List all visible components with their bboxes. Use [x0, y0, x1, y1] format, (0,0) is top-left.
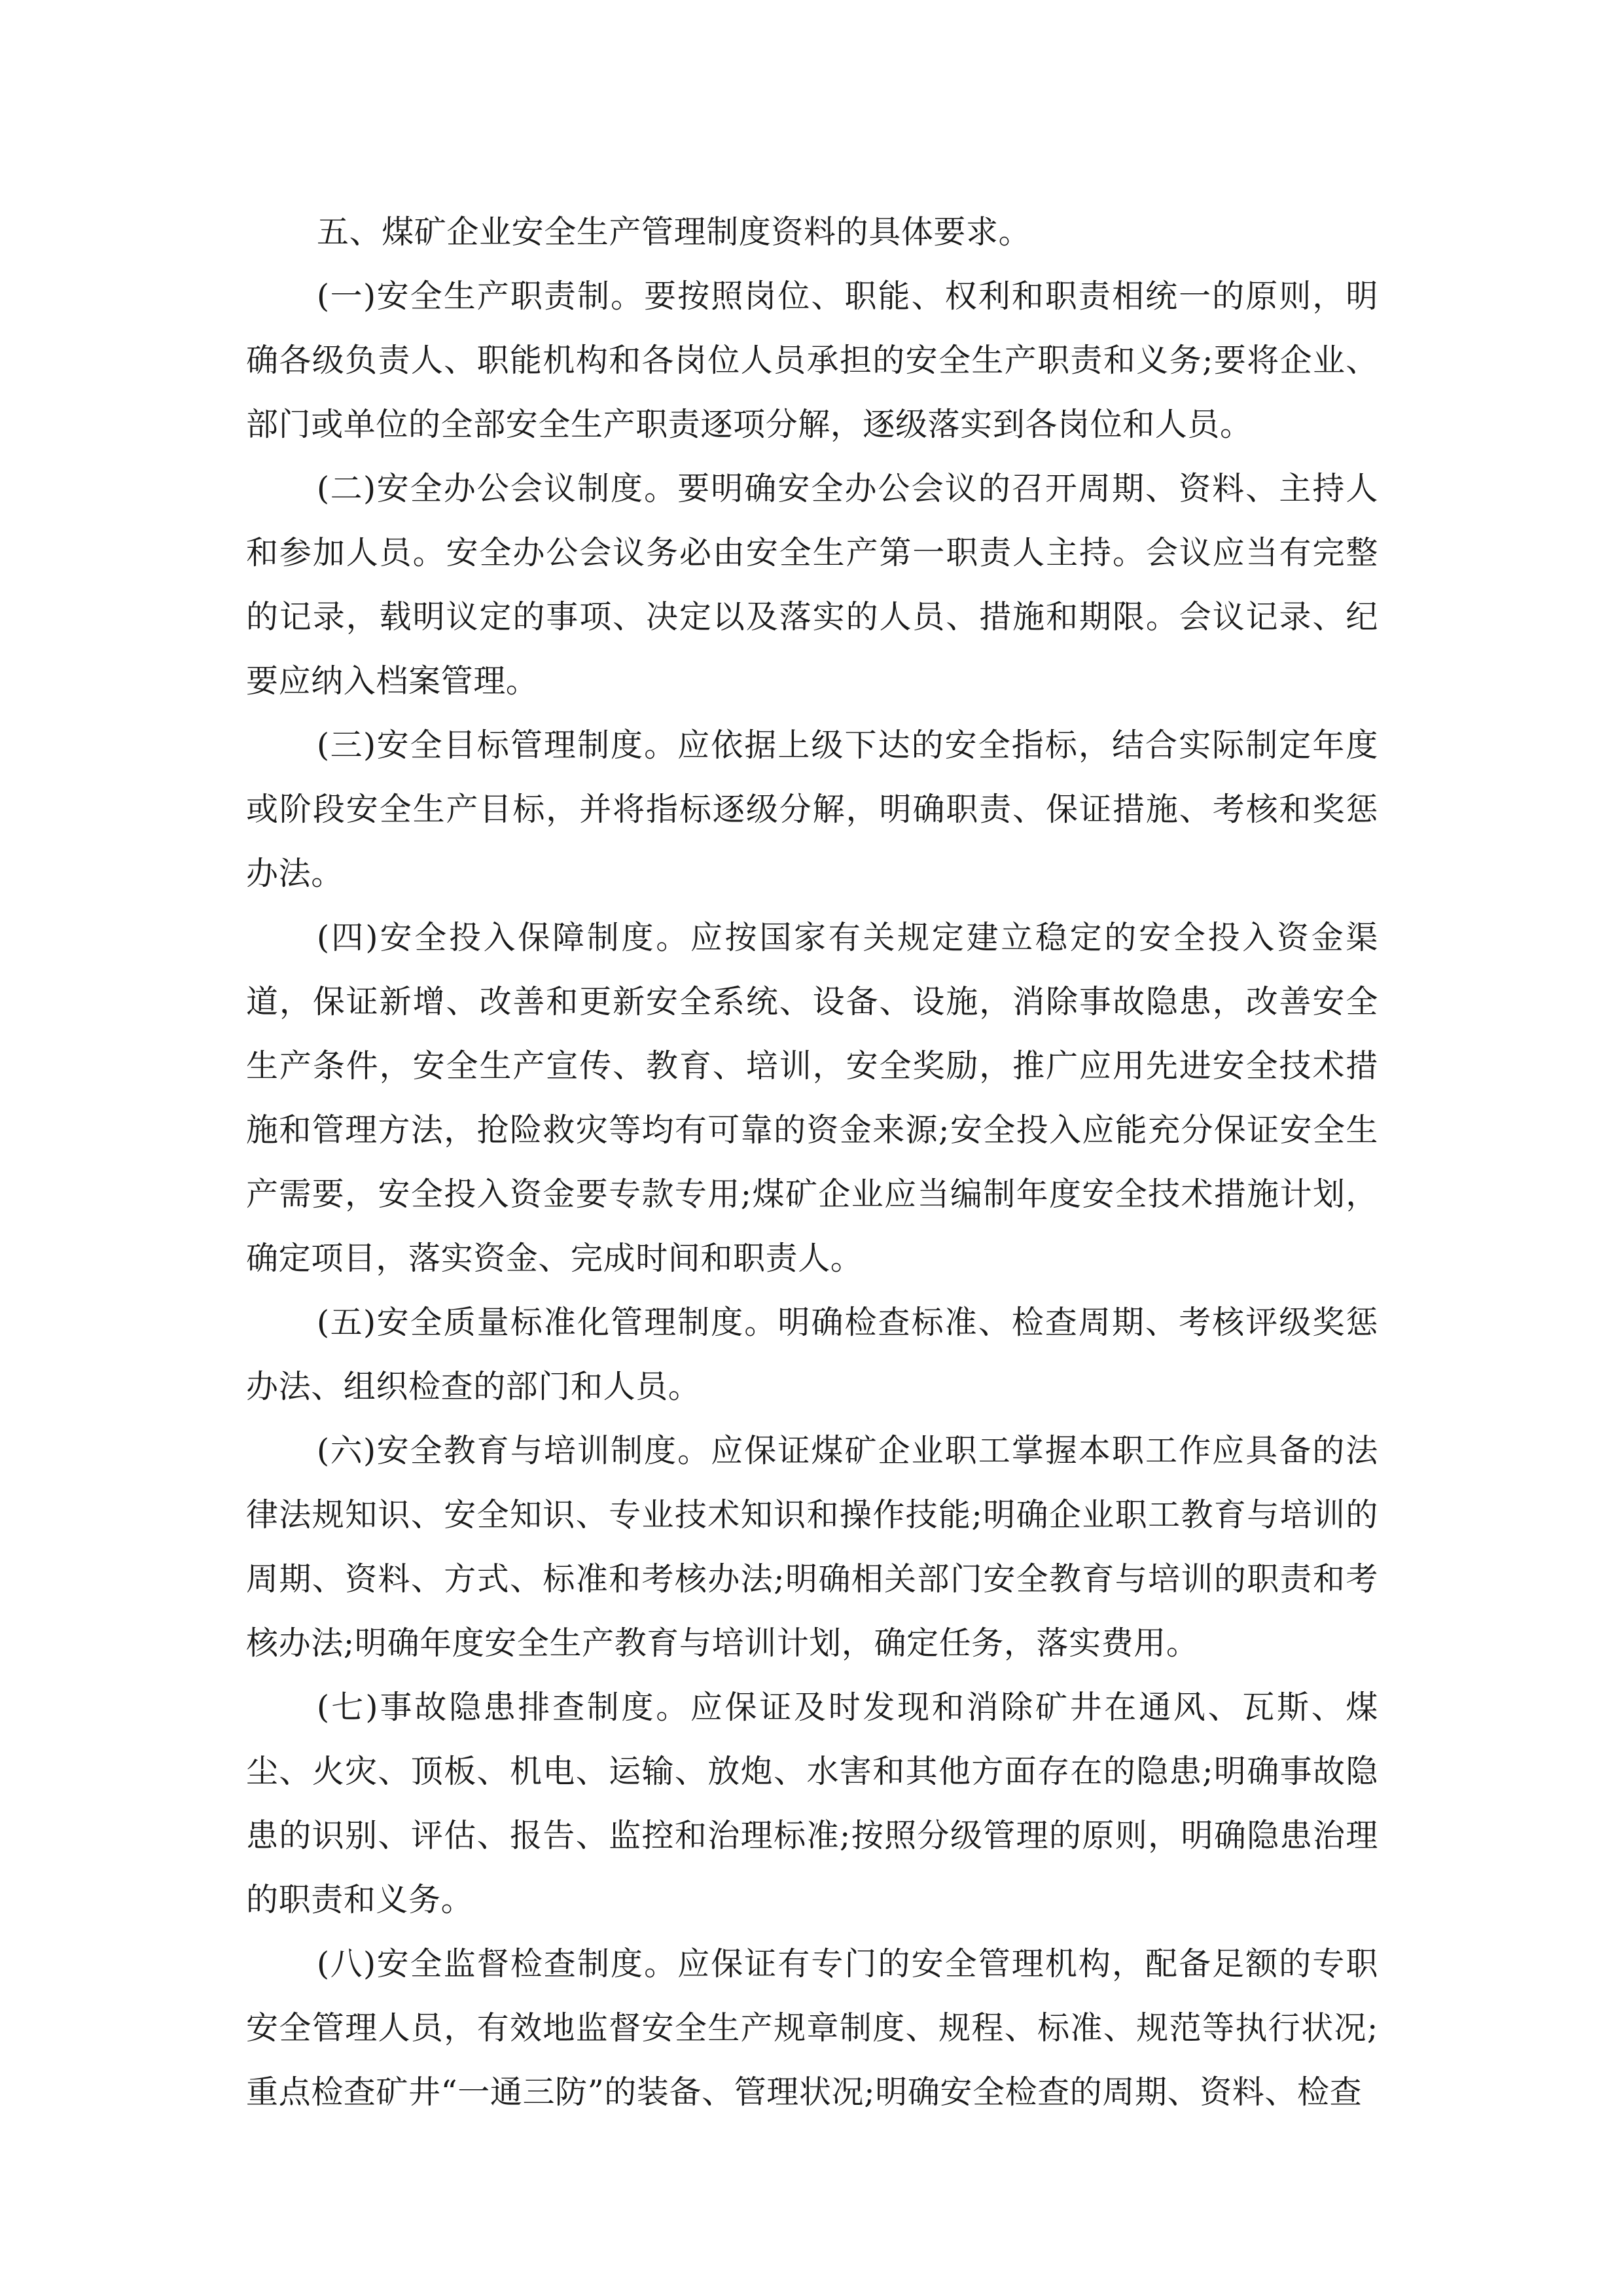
paragraph-5 [246, 1291, 1378, 1419]
paragraph-7 [246, 1676, 1378, 1932]
section-heading: 五、煤矿企业安全生产管理制度资料的具体要求。 [317, 213, 1031, 251]
paragraph-4 [246, 906, 1378, 1291]
paragraph-3 [246, 713, 1378, 906]
paragraph-text: 安全监督检查制度。应保证有专门的安全管理机构，配备足额的专职安全管理人员，有效地监督安全生产规章制度、规程、标准、规范等执行状况;重点检查矿井“一通三防”的装备、管理状况;明确安全检查的周期、资料、检查 [246, 1945, 1378, 2111]
paragraph-text: 安全目标管理制度。应依据上级下达的安全指标，结合实际制定年度或阶段安全生产目标，并将指标逐级分解，明确职责、保证措施、考核和奖惩办法。 [246, 726, 1378, 892]
paragraph-text: 安全教育与培训制度。应保证煤矿企业职工掌握本职工作应具备的法律法规知识、安全知识、专业技术知识和操作技能;明确企业职工教育与培训的周期、资料、方式、标准和考核办法;明确相关部门安全教育与培训的职责和考核办法;明确年度安全生产教育与培训计划，确定任务，落实费用。 [246, 1432, 1378, 1662]
paragraph-number: (一) [317, 278, 376, 315]
paragraph-text: 安全生产职责制。要按照岗位、职能、权利和职责相统一的原则，明确各级负责人、职能机构和各岗位人员承担的安全生产职责和义务;要将企业、部门或单位的全部安全生产职责逐项分解，逐级落实到各岗位和人员。 [246, 278, 1378, 443]
paragraph-number: (七) [317, 1689, 378, 1726]
paragraph-number: (五) [317, 1304, 376, 1341]
paragraph-number: (二) [317, 470, 376, 507]
paragraph-1 [246, 264, 1378, 457]
document-body [246, 200, 1378, 2125]
paragraph-text: 事故隐患排查制度。应保证及时发现和消除矿井在通风、瓦斯、煤尘、火灾、顶板、机电、运输、放炮、水害和其他方面存在的隐患;明确事故隐患的识别、评估、报告、监控和治理标准;按照分级管理的原则，明确隐患治理的职责和义务。 [246, 1689, 1378, 1918]
paragraph-text: 安全办公会议制度。要明确安全办公会议的召开周期、资料、主持人和参加人员。安全办公会议务必由安全生产第一职责人主持。会议应当有完整的记录，载明议定的事项、决定以及落实的人员、措施和期限。会议记录、纪要应纳入档案管理。 [246, 470, 1378, 700]
paragraph-number: (四) [317, 919, 378, 956]
paragraph-text: 安全质量标准化管理制度。明确检查标准、检查周期、考核评级奖惩办法、组织检查的部门和人员。 [246, 1304, 1378, 1405]
paragraph-number: (三) [317, 726, 376, 764]
paragraph-2 [246, 457, 1378, 713]
paragraph-6 [246, 1419, 1378, 1676]
paragraph-text: 安全投入保障制度。应按国家有关规定建立稳定的安全投入资金渠道，保证新增、改善和更新安全系统、设备、设施，消除事故隐患，改善安全生产条件，安全生产宣传、教育、培训，安全奖励，推广应用先进安全技术措施和管理方法，抢险救灾等均有可靠的资金来源;安全投入应能充分保证安全生产需要，安全投入资金要专款专用;煤矿企业应当编制年度安全技术措施计划，确定项目，落实资金、完成时间和职责人。 [246, 919, 1378, 1277]
paragraph-number: (六) [317, 1432, 376, 1469]
paragraph-number: (八) [317, 1945, 376, 1982]
paragraph-8 [246, 1932, 1378, 2125]
